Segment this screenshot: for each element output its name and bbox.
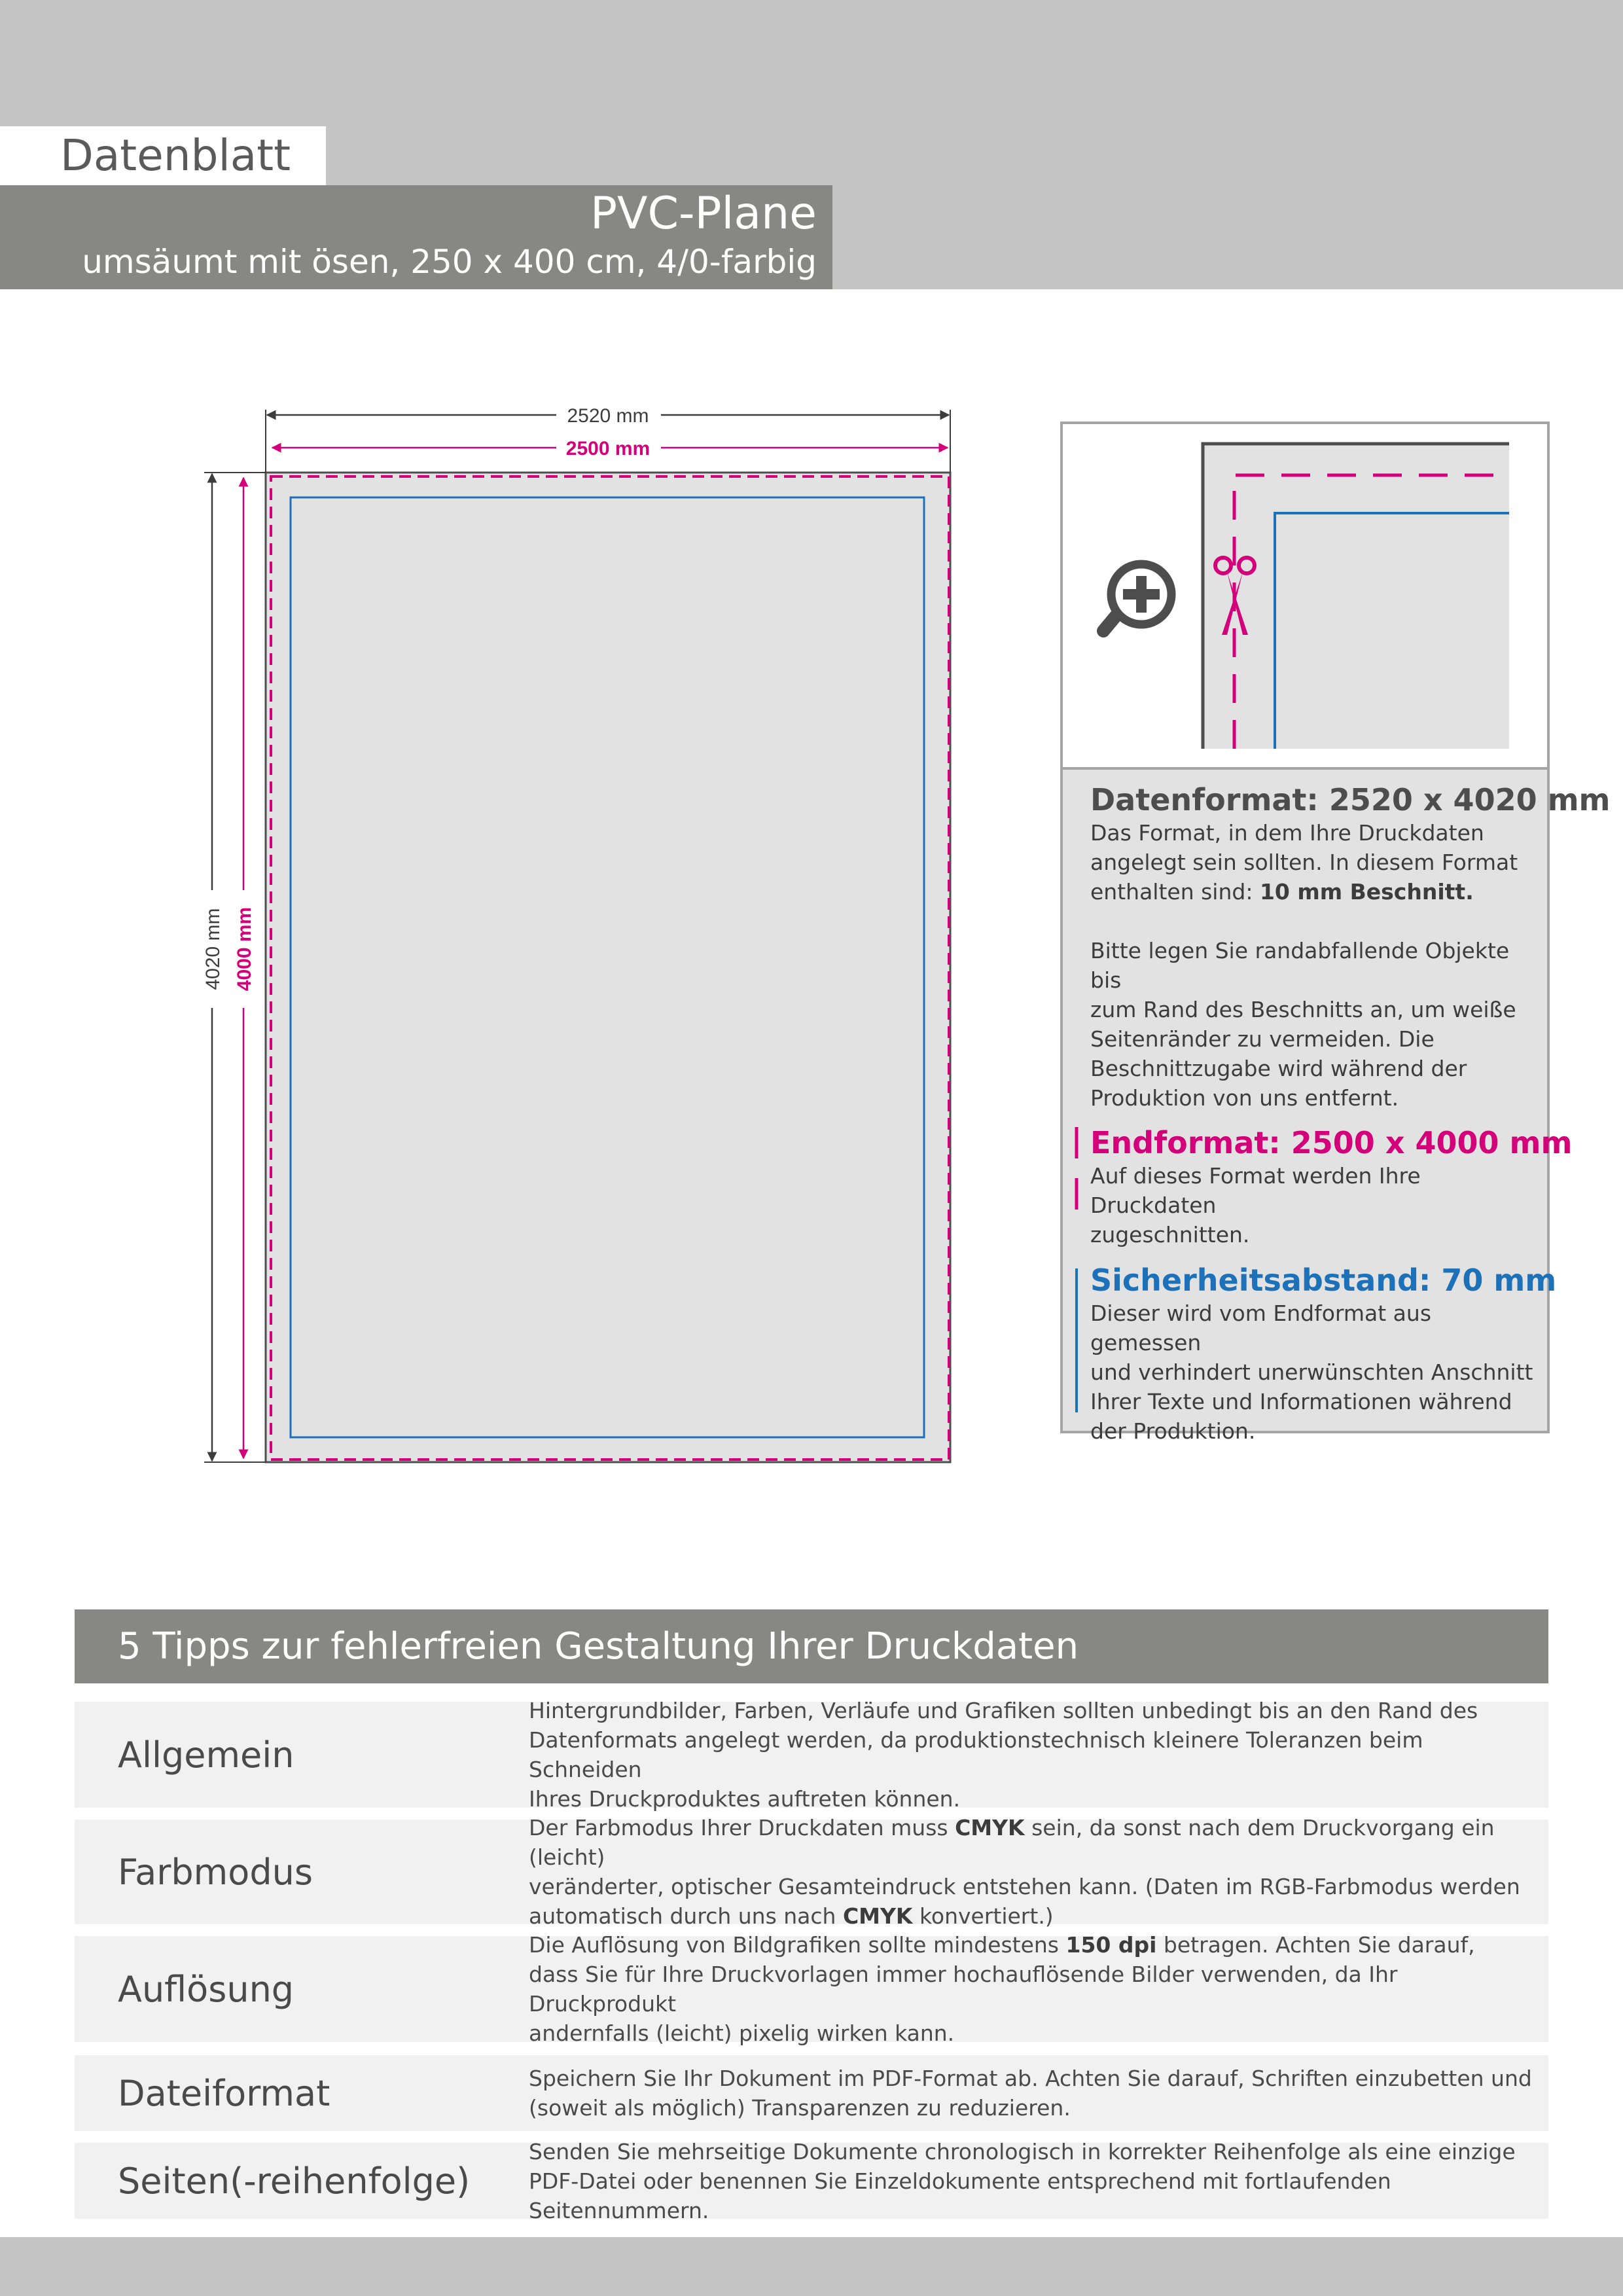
endformat-line: zugeschnitten. (1090, 1222, 1250, 1247)
tip-text (529, 2055, 1535, 2131)
product-title: PVC-Plane (590, 188, 817, 240)
datenformat-line-text: enthalten sind: (1090, 879, 1260, 905)
datenformat-line: Bitte legen Sie randabfallende Objekte bis (1090, 938, 1510, 993)
tip-text (529, 2138, 1535, 2223)
endformat-block (1090, 1124, 1573, 1249)
tip-label: Allgemein (118, 1734, 294, 1776)
tip-label: Seiten(-reihenfolge) (118, 2160, 471, 2202)
tip-bold: 150 dpi (1065, 1932, 1157, 1958)
tip-row-aufloesung (75, 1932, 1548, 2046)
data-height-label: 4020 mm (202, 908, 224, 990)
datenformat-line: Beschnittzugabe wird während der (1090, 1056, 1467, 1081)
safety-line: Ihrer Texte und Informationen während (1090, 1389, 1512, 1414)
datenformat-line: Das Format, in dem Ihre Druckdaten (1090, 820, 1484, 846)
product-subtitle: umsäumt mit ösen, 250 x 400 cm, 4/0-farbig (82, 243, 817, 281)
tip-line: dass Sie für Ihre Druckvorlagen immer hochauflösende Bilder verwenden, da Ihr Druckprodukt (529, 1962, 1398, 2017)
tip-label: Auflösung (118, 1968, 294, 2010)
corner-detail-fill (1203, 442, 1509, 749)
safety-line: Dieser wird vom Endformat aus gemessen (1090, 1300, 1432, 1355)
datenformat-line: Produktion von uns entfernt. (1090, 1085, 1399, 1111)
bleed-value: 10 mm Beschnitt. (1259, 879, 1474, 905)
tip-line (529, 1813, 1535, 1872)
datenformat-line: zum Rand des Beschnitts an, um weiße (1090, 997, 1516, 1022)
datenformat-heading: Datenformat: 2520 x 4020 mm (1090, 782, 1611, 817)
tip-bold: CMYK (955, 1815, 1025, 1840)
tips-title: 5 Tipps zur fehlerfreien Gestaltung Ihrer Druckdaten (118, 1625, 1079, 1668)
tip-row-seiten (75, 2138, 1548, 2223)
final-height-label: 4000 mm (234, 906, 255, 992)
tip-line (529, 1901, 1535, 1931)
data-width-label: 2520 mm (567, 405, 649, 427)
tip-bold: CMYK (842, 1903, 913, 1929)
bottom-band (0, 2237, 1623, 2296)
datenformat-line: angelegt sein sollten. In diesem Format (1090, 850, 1518, 875)
tip-row-allgemein (75, 1698, 1548, 1812)
endformat-line: Auf dieses Format werden Ihre Druckdaten (1090, 1163, 1421, 1218)
tip-label: Farbmodus (118, 1851, 313, 1893)
datenformat-block (1090, 781, 1611, 1113)
tip-line (529, 1930, 1535, 1960)
tip-line-text: automatisch durch uns nach (529, 1903, 843, 1929)
tip-line-text: sein, da sonst nach dem Druckvorgang ein (leicht) (529, 1815, 1495, 1870)
tip-line: Ihres Druckproduktes auftreten können. (529, 1786, 961, 1812)
tip-line: andernfalls (leicht) pixelig wirken kann. (529, 2020, 955, 2046)
datenformat-line (1090, 877, 1542, 906)
tip-text (529, 1698, 1535, 1812)
tip-text (529, 1815, 1535, 1929)
datenformat-line: Seitenränder zu vermeiden. Die (1090, 1026, 1435, 1052)
tip-line-text: betragen. Achten Sie darauf, (1156, 1932, 1475, 1958)
tip-line: Speichern Sie Ihr Dokument im PDF-Format ab. Achten Sie darauf, Schriften einzubetten und (529, 2066, 1532, 2091)
safety-line: der Produktion. (1090, 1418, 1256, 1444)
tip-line: Hintergrundbilder, Farben, Verläufe und Grafiken sollten unbedingt bis an den Rand des (529, 1698, 1478, 1723)
tip-line-text: konvertiert.) (912, 1903, 1054, 1929)
tip-line-text: Der Farbmodus Ihrer Druckdaten muss (529, 1815, 955, 1840)
safety-block (1090, 1262, 1557, 1446)
tip-line: PDF-Datei oder benennen Sie Einzeldokumente entsprechend mit fortlaufenden Seitennummern. (529, 2168, 1391, 2223)
section-label: Datenblatt (60, 130, 291, 181)
tip-text (529, 1932, 1535, 2046)
tip-line: Senden Sie mehrseitige Dokumente chronologisch in korrekter Reihenfolge als eine einzige (529, 2138, 1516, 2164)
tip-line-text: Die Auflösung von Bildgrafiken sollte mindestens (529, 1932, 1066, 1958)
tip-row-dateiformat (75, 2055, 1548, 2131)
safety-line: und verhindert unerwünschten Anschnitt (1090, 1359, 1533, 1385)
tip-line: Datenformats angelegt werden, da produktionstechnisch kleinere Toleranzen beim Schneiden (529, 1727, 1423, 1782)
zoom-in-icon (1103, 564, 1171, 631)
endformat-heading: Endformat: 2500 x 4000 mm (1090, 1125, 1573, 1160)
tip-row-farbmodus (75, 1815, 1548, 1929)
tip-label: Dateiformat (118, 2072, 330, 2114)
tip-line: (soweit als möglich) Transparenzen zu reduzieren. (529, 2095, 1071, 2121)
safety-heading: Sicherheitsabstand: 70 mm (1090, 1263, 1557, 1298)
data-format-area (266, 473, 950, 1462)
final-width-label: 2500 mm (565, 438, 651, 459)
tip-line: veränderter, optischer Gesamteindruck entstehen kann. (Daten im RGB-Farbmodus werden (529, 1874, 1520, 1899)
